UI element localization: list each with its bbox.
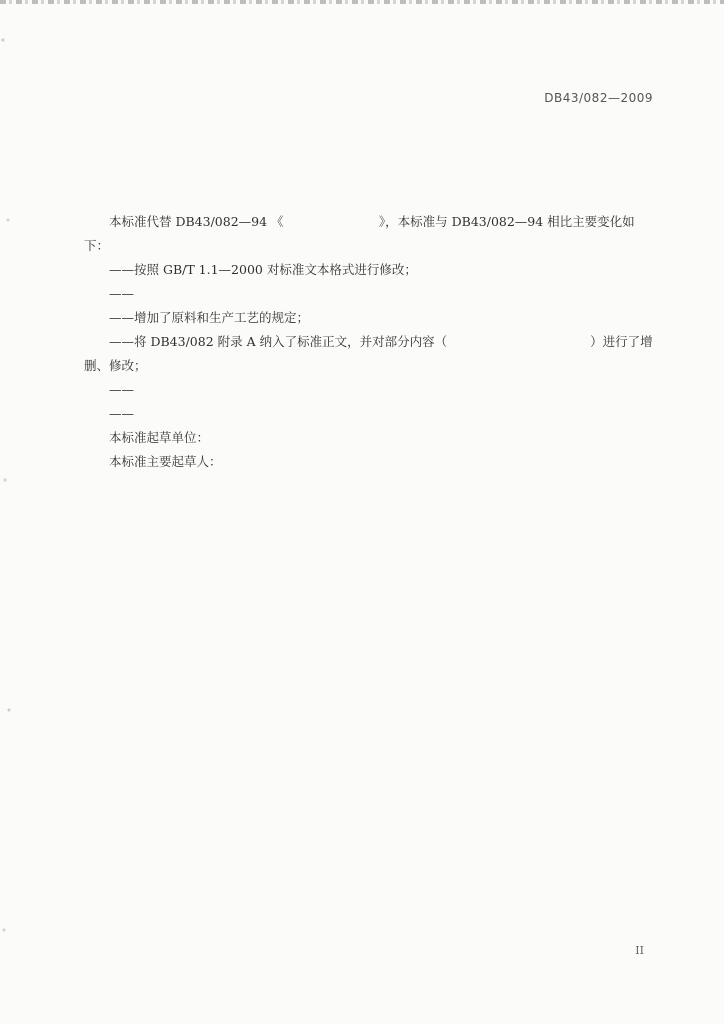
paragraph-name-change: ——	[109, 286, 134, 301]
scan-top-edge	[0, 0, 724, 4]
paragraph-raw-material: ——增加了原料和生产工艺的规定；	[109, 310, 310, 325]
scan-left-edge	[0, 0, 14, 1024]
paragraph-packaging: ——	[109, 406, 134, 421]
paragraph-appendix-merge: ——将 DB43/082 附录 A 纳入了标准正文，并对部分内容（ ）进行了增删、修改；	[84, 334, 653, 373]
paragraph-drafting-units: 本标准起草单位：	[109, 430, 210, 445]
document-number: DB43/082—2009	[544, 91, 653, 105]
paragraph-format-change: ——按照 GB/T 1.1—2000 对标准文本格式进行修改；	[109, 262, 417, 277]
foreword-body	[84, 210, 656, 474]
paragraph-hygiene-requirements: ——	[109, 382, 134, 397]
paragraph-drafters: 本标准主要起草人：	[109, 454, 222, 469]
page-number: II	[635, 944, 644, 957]
paragraph-replacement-note: 本标准代替 DB43/082—94 《 》，本标准与 DB43/082—94 相比主要变化如下：	[84, 214, 635, 253]
